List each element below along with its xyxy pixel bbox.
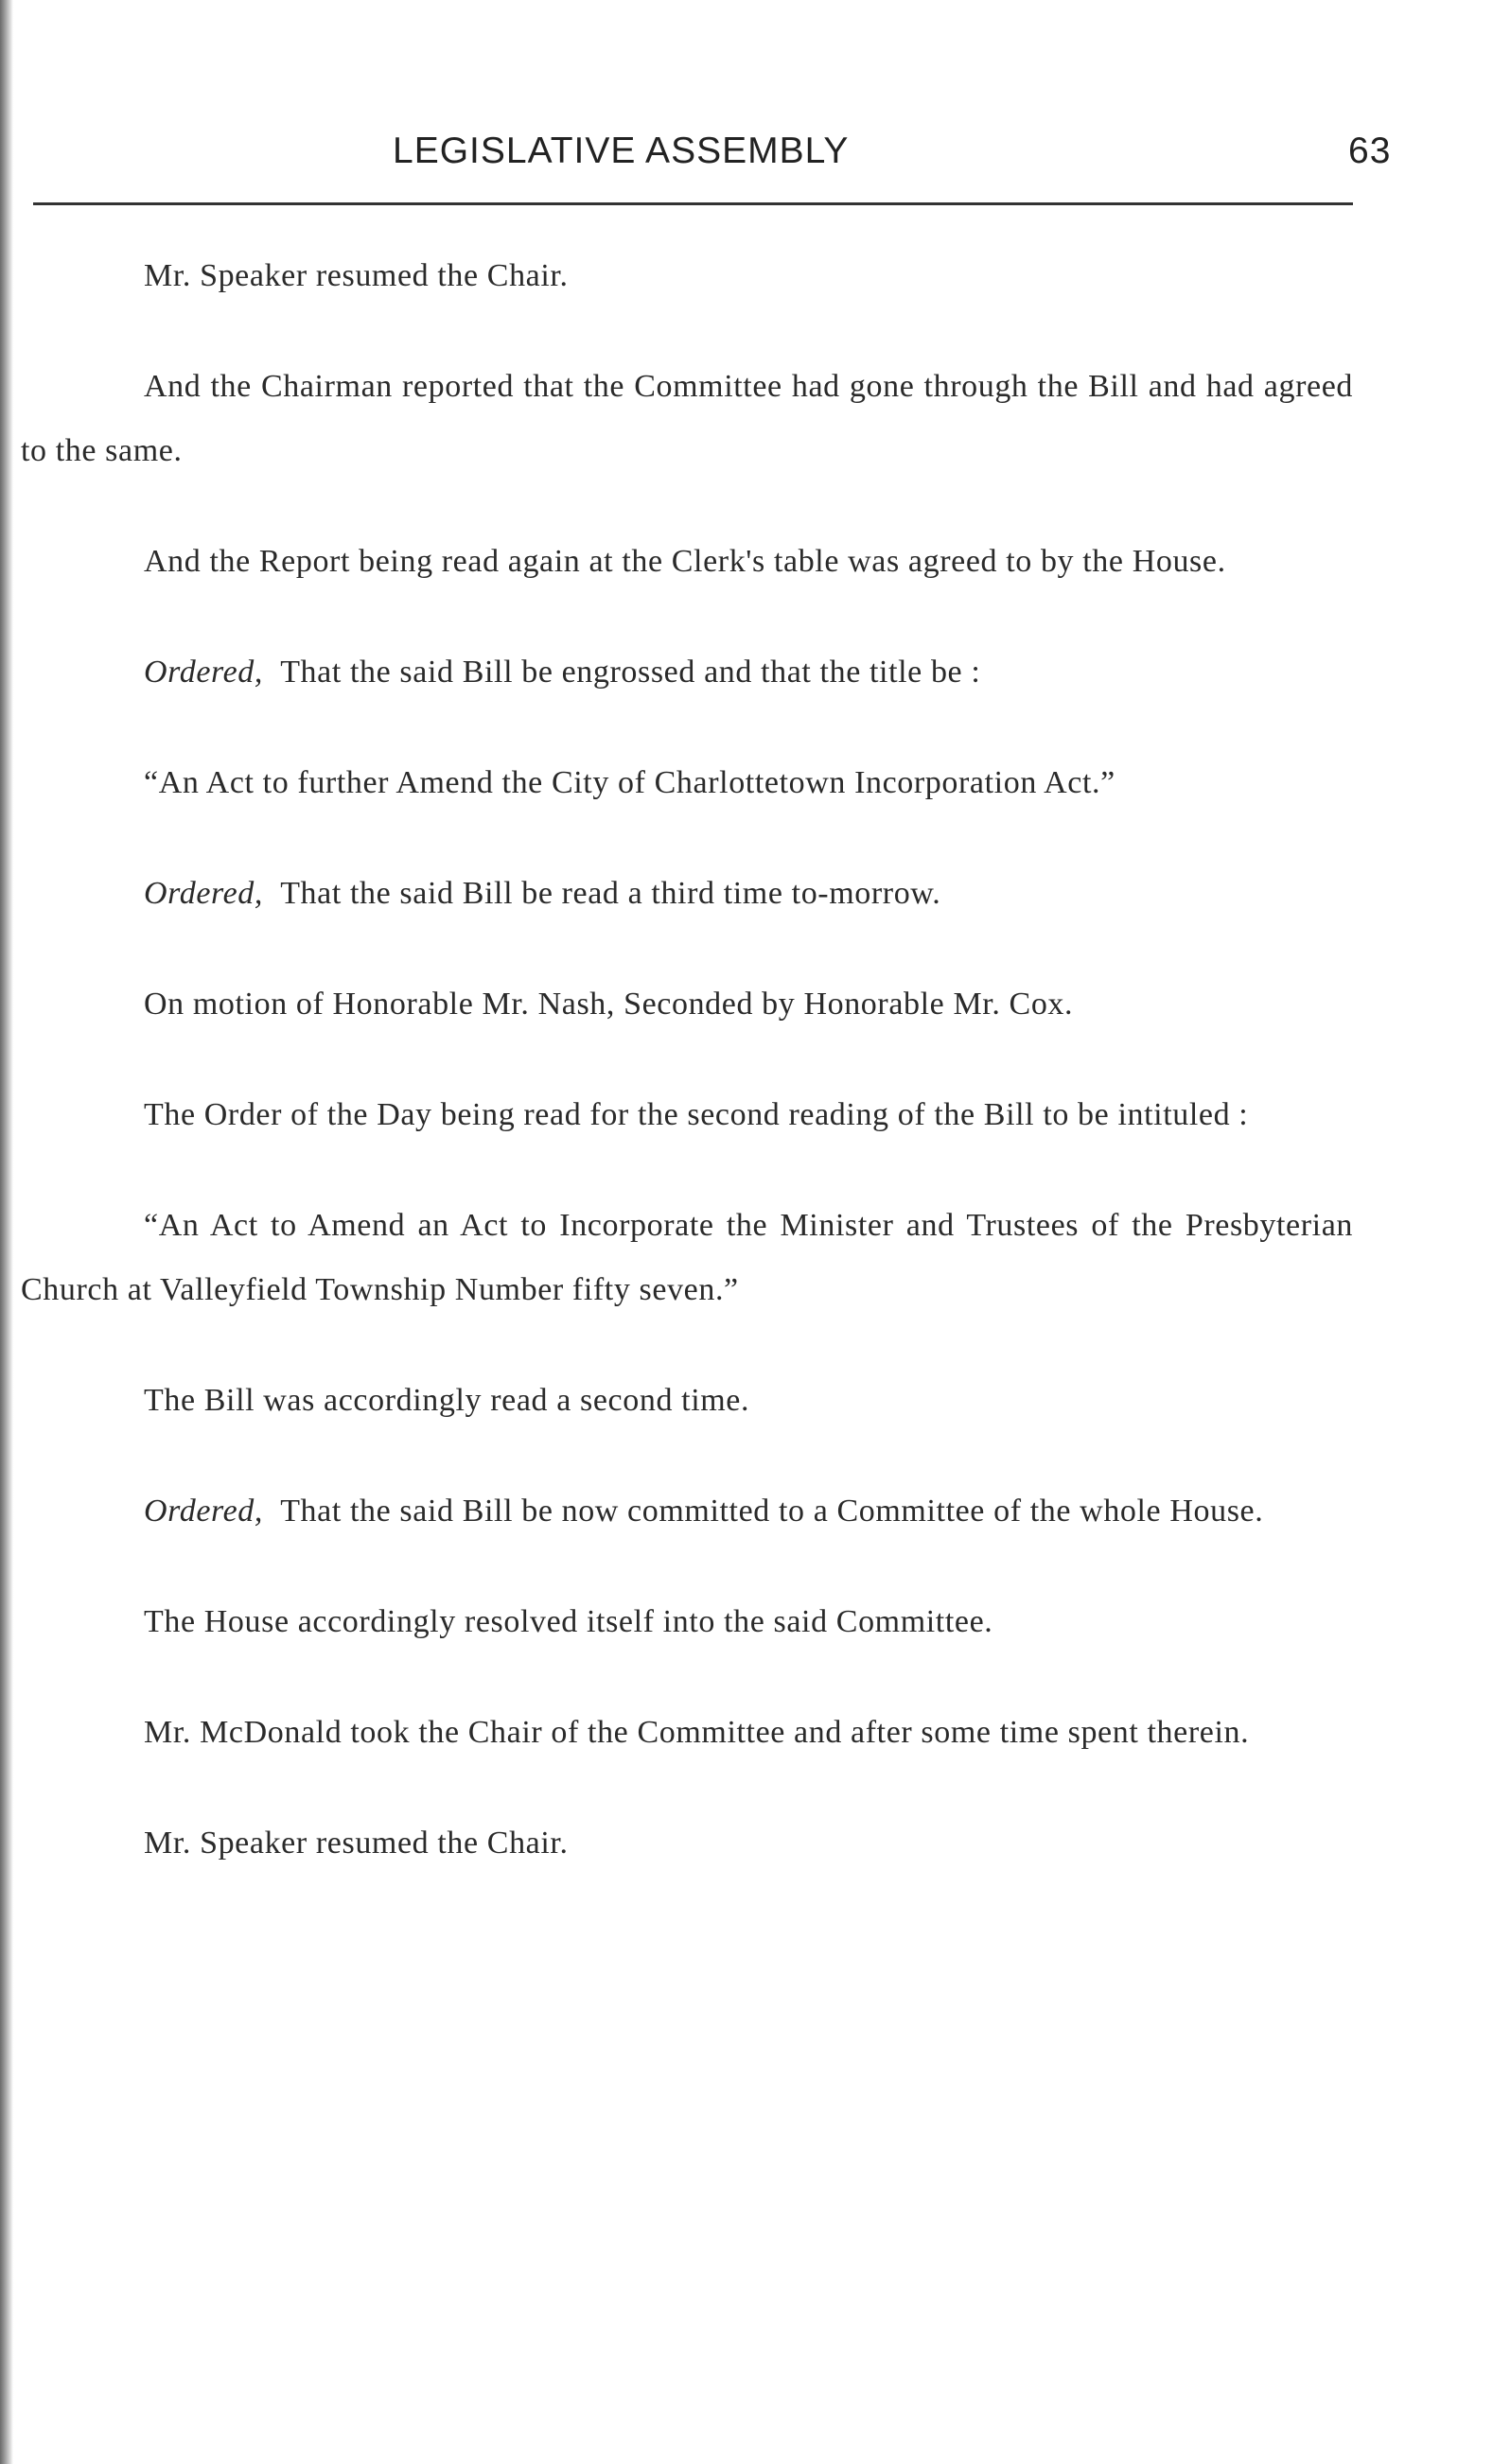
paragraph-text: That the said Bill be now committed to a Committee of the whole House. xyxy=(280,1494,1264,1529)
page-number: 63 xyxy=(1348,131,1392,171)
ordered-paragraph xyxy=(21,1479,1353,1544)
paragraph-text: The Order of the Day being read for the second reading of the Bill to be intituled : xyxy=(144,1097,1249,1132)
ordered-lead: Ordered, xyxy=(144,1494,263,1529)
paragraph-text: “An Act to Amend an Act to Incorporate the Minister and Trustees of the Presbyterian Church at Valleyfield Township Number fifty seven.” xyxy=(21,1208,1353,1307)
paragraph-text: That the said Bill be read a third time to-morrow. xyxy=(280,876,941,911)
ordered-paragraph xyxy=(21,862,1353,926)
paragraph xyxy=(21,972,1353,1037)
ordered-lead: Ordered, xyxy=(144,876,263,911)
paragraph-text: That the said Bill be engrossed and that the title be : xyxy=(280,655,981,690)
paragraph-text: Mr. Speaker resumed the Chair. xyxy=(144,1826,569,1861)
paragraph-text: The Bill was accordingly read a second time. xyxy=(144,1383,750,1418)
paragraph-text: And the Chairman reported that the Committee had gone through the Bill and had agreed to the same. xyxy=(21,369,1353,468)
paragraph xyxy=(21,355,1353,483)
paragraph-text: The House accordingly resolved itself into the said Committee. xyxy=(144,1604,993,1639)
paragraph-text: And the Report being read again at the Clerk's table was agreed to by the House. xyxy=(144,544,1226,579)
paragraph xyxy=(21,1811,1353,1876)
binding-edge xyxy=(0,0,13,2464)
paragraph-text: Mr. Speaker resumed the Chair. xyxy=(144,258,569,293)
ordered-lead: Ordered, xyxy=(144,655,263,690)
paragraph xyxy=(21,530,1353,594)
paragraph xyxy=(21,1369,1353,1433)
paragraph xyxy=(21,244,1353,308)
ordered-paragraph xyxy=(21,640,1353,705)
header-rule xyxy=(33,202,1353,205)
paragraph-text: “An Act to further Amend the City of Charlottetown Incorporation Act.” xyxy=(144,765,1115,800)
paragraph-text: On motion of Honorable Mr. Nash, Seconded by Honorable Mr. Cox. xyxy=(144,987,1074,1022)
paragraph-text: Mr. McDonald took the Chair of the Committee and after some time spent therein. xyxy=(144,1715,1250,1750)
running-title: LEGISLATIVE ASSEMBLY xyxy=(393,131,850,171)
page-header xyxy=(33,131,1392,178)
paragraph xyxy=(21,751,1353,815)
paragraph xyxy=(21,1701,1353,1765)
body-text xyxy=(21,244,1353,1922)
paragraph xyxy=(21,1590,1353,1654)
paragraph xyxy=(21,1083,1353,1147)
paragraph xyxy=(21,1194,1353,1322)
